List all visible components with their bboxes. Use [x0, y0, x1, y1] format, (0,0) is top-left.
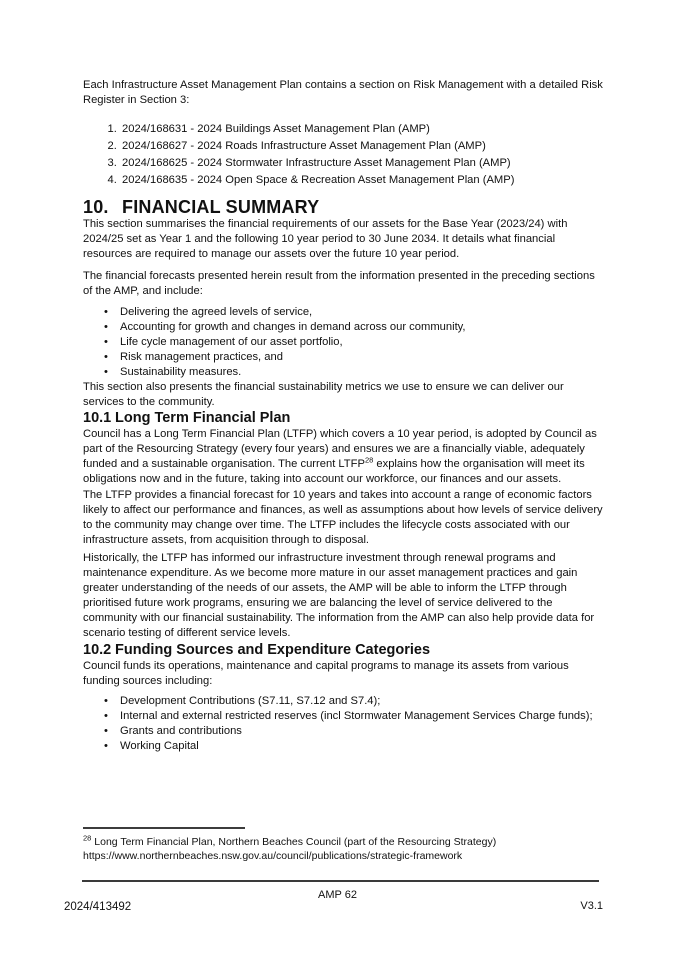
amp-document-item: 3. 2024/168625 - 2024 Stormwater Infrastructure Asset Management Plan (AMP): [120, 155, 603, 172]
ltfp-paragraph-2: The LTFP provides a financial forecast for 10 years and takes into account a range of economic factors likely to affect our performance and finances, as well as assumptions about how levels of service delivery to the community may change over time. The LTFP includes the lifecycle costs associated with our infrastructure assets, from acquisition through to disposal.: [83, 489, 603, 546]
ltfp-paragraph-1: [83, 427, 603, 487]
section-10-2-number: 10.2: [83, 642, 112, 658]
ltfp-paragraph-1-text: Council has a Long Term Financial Plan (LTFP) which covers a 10 year period, is adopted by Council as part of the Resourcing Strategy (every four years) and ensures we are a financially viable, adequately funded and a sustainable organisation. The current LTFP: [83, 428, 597, 470]
footnote-separator-rule: [83, 827, 245, 829]
funding-sources-paragraph: Council funds its operations, maintenance and capital programs to manage its assets from various funding sources including:: [83, 660, 569, 687]
section-10-2-heading: [83, 642, 603, 659]
bullet-item: • Sustainability measures.: [120, 365, 603, 380]
bullet-item: • Life cycle management of our asset portfolio,: [120, 335, 603, 350]
section-10-2-title: Funding Sources and Expenditure Categories: [115, 642, 431, 658]
footnote-number: 28: [83, 833, 92, 843]
bullet-item: • Development Contributions (S7.11, S7.12 and S7.4);: [120, 694, 603, 709]
bullet-item: • Risk management practices, and: [120, 350, 603, 365]
bullet-item: • Working Capital: [120, 739, 603, 754]
amp-document-item: 1. 2024/168631 - 2024 Buildings Asset Management Plan (AMP): [120, 121, 603, 138]
section-10-title: FINANCIAL SUMMARY: [122, 197, 320, 217]
footnote-text: Long Term Financial Plan, Northern Beaches Council (part of the Resourcing Strategy): [91, 836, 497, 848]
section-10-1-title: Long Term Financial Plan: [115, 410, 291, 426]
ltfp-paragraph-3: Historically, the LTFP has informed our infrastructure investment through renewal programs and maintenance expenditure. As we become more mature in our asset management practices and gain greater understanding of the needs of our assets, the AMP will be able to inform the LTFP through prioritised future work programs, ensuring we are balancing the level of service delivered to the community with our financial sustainability. The information from the AMP can also help provide data for scenario testing of different service levels.: [83, 552, 595, 639]
section-10-paragraph-2: The financial forecasts presented herein result from the information presented in the preceding sections of the AMP, and include:: [83, 270, 595, 297]
footnote-area: [83, 827, 603, 863]
amp-document-item: 4. 2024/168635 - 2024 Open Space & Recreation Asset Management Plan (AMP): [120, 172, 603, 189]
bullet-item: • Delivering the agreed levels of service,: [120, 305, 603, 320]
section-10-1-heading: [83, 410, 603, 427]
footer-page-label: AMP 62: [318, 889, 357, 901]
intro-paragraph: Each Infrastructure Asset Management Plan contains a section on Risk Management with a detailed Risk Register in Section 3:: [83, 79, 603, 106]
document-page-content: [83, 78, 603, 754]
footnote-url: https://www.northernbeaches.nsw.gov.au/council/publications/strategic-framework: [83, 850, 463, 862]
funding-sources-bullet-list: [83, 694, 603, 754]
footer-version: V3.1: [580, 900, 603, 912]
amp-document-item: 2. 2024/168627 - 2024 Roads Infrastructure Asset Management Plan (AMP): [120, 138, 603, 155]
footnote-reference-28: 28: [364, 455, 374, 465]
ltfp-paragraph-1-text-after: explains how the organisation will meet its obligations now and in the future, taking into account our workforce, our finances and our assets.: [83, 458, 585, 485]
section-10-1-number: 10.1: [83, 410, 112, 426]
bullet-item: • Grants and contributions: [120, 724, 603, 739]
financial-forecast-bullet-list: [83, 305, 603, 380]
section-10-paragraph-3: This section also presents the financial sustainability metrics we use to ensure we can deliver our services to the community.: [83, 381, 564, 408]
amp-document-list: [83, 121, 603, 189]
section-10-paragraph-1: This section summarises the financial requirements of our assets for the Base Year (2023/24) with 2024/25 set as Year 1 and the following 10 year period to 30 June 2034. It details what financial resources are required to manage our assets over the future 10 year period.: [83, 218, 568, 260]
footnote-text-line: [83, 835, 603, 849]
section-10-number: 10.: [83, 197, 109, 217]
section-10-heading: [83, 197, 603, 217]
footer-separator-rule: [82, 880, 599, 882]
bullet-item: • Internal and external restricted reserves (incl Stormwater Management Services Charge funds);: [120, 709, 603, 724]
footer-document-number: 2024/413492: [64, 901, 132, 913]
bullet-item: • Accounting for growth and changes in demand across our community,: [120, 320, 603, 335]
